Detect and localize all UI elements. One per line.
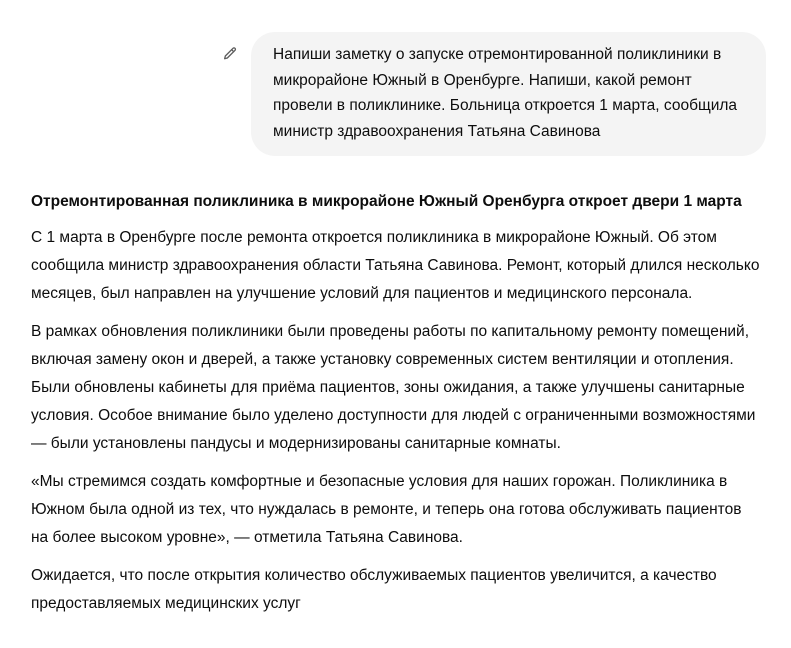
user-message-bubble: Напиши заметку о запуске отремонтированной поликлиники в микрорайоне Южный в Оренбурге. Напиши, какой ремонт провели в поликлинике. Больница откроется 1 марта, сообщила министр здравоохранения Татьяна Савинова [251,32,766,156]
pencil-icon [222,46,238,62]
article-paragraph: В рамках обновления поликлиники были проведены работы по капитальному ремонту помещений, включая замену окон и дверей, а также установку современных систем вентиляции и отопления. Были обновлены кабинеты для приёма пациентов, зоны ожидания, а также улучшены санитарные условия. Особое внимание было уделено доступности для людей с ограниченными возможностями — были установлены пандусы и модернизированы санитарные комнаты. [31,323,756,452]
assistant-message [31,188,761,628]
article-heading: Отремонтированная поликлиника в микрорайоне Южный Оренбурга откроет двери 1 марта [31,193,742,210]
edit-message-button[interactable] [219,43,241,65]
user-message-row [219,32,766,156]
article-paragraph: С 1 марта в Оренбурге после ремонта откроется поликлиника в микрорайоне Южный. Об этом сообщила министр здравоохранения области Татьяна Савинова. Ремонт, который длился несколько месяцев, был направлен на улучшение условий для пациентов и медицинского персонала. [31,229,760,302]
article-paragraph: Ожидается, что после открытия количество обслуживаемых пациентов увеличится, а качество предоставляемых медицинских услуг [31,567,717,612]
article-paragraph: «Мы стремимся создать комфортные и безопасные условия для наших горожан. Поликлиника в Южном была одной из тех, что нуждалась в ремонте, и теперь она готова обслуживать пациентов на более высоком уровне», — отметила Татьяна Савинова. [31,473,742,546]
